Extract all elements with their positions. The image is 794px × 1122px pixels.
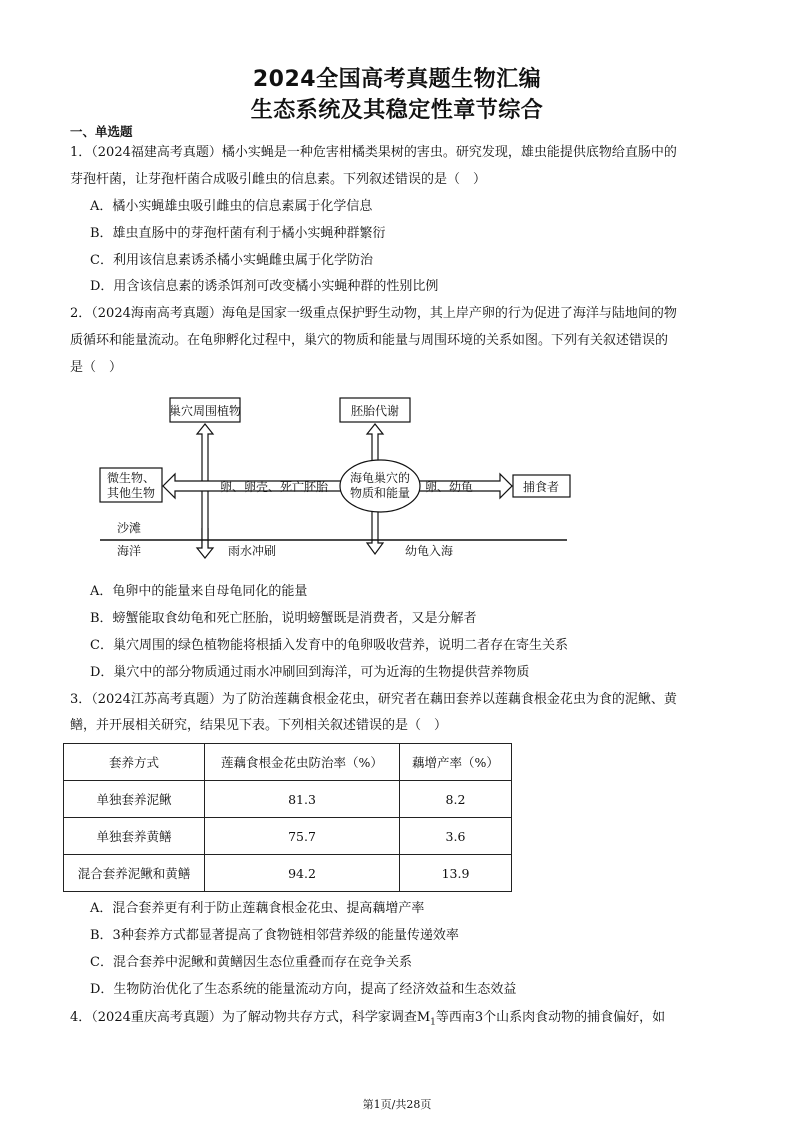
label-microbes-1: 微生物、 [106,471,156,485]
arrow-hatchling-sea [367,506,383,554]
page-subtitle: 生态系统及其稳定性章节综合 [250,98,544,123]
table-cell: 单独套养泥鳅 [64,781,205,818]
question-4-text-b: 等西南3个山系肉食动物的捕食偏好，如 [435,1010,666,1025]
label-rain: 雨水冲刷 [228,544,277,558]
question-1-stem-line1: 1．（2024福建高考真题）橘小实蝇是一种危害柑橘类果树的害虫。研究发现，雄虫能提供底物给直肠中的 [70,145,677,160]
table-row [64,818,512,855]
question-4-subscript: 1 [430,1017,436,1028]
label-nest-2: 物质和能量 [349,486,411,500]
table-cell: 75.7 [205,818,400,855]
table-header: 套养方式 [64,744,205,781]
question-3-option-c: C．混合套养中泥鳅和黄鳝因生态位重叠而存在竞争关系 [90,955,412,970]
question-2-option-b: B．螃蟹能取食幼龟和死亡胚胎，说明螃蟹既是消费者，又是分解者 [90,611,477,626]
page-footer: 第1页/共28页 [362,1098,432,1111]
question-4-text-a: 4．（2024重庆高考真题）为了解动物共存方式，科学家调查M [70,1010,431,1025]
table-row [64,855,512,892]
table-header-row [64,744,512,781]
label-embryo: 胚胎代谢 [350,404,400,418]
question-1-stem-line2: 芽孢杆菌，让芽孢杆菌合成吸引雌虫的信息素。下列叙述错误的是（ ） [70,172,487,187]
results-table [63,743,512,892]
question-1-option-b: B．雄虫直肠中的芽孢杆菌有利于橘小实蝇种群繁衍 [90,226,386,241]
question-4-stem-line1 [70,1010,665,1031]
page-title: 2024全国高考真题生物汇编 [252,67,542,92]
question-1-option-c: C．利用该信息素诱杀橘小实蝇雌虫属于化学防治 [90,253,373,268]
label-arrow-left: 卵、卵壳、死亡胚胎 [220,480,329,494]
question-3-option-a: A．混合套养更有利于防止莲藕食根金花虫、提高藕增产率 [90,901,425,916]
label-ocean: 海洋 [117,544,142,558]
table-cell: 混合套养泥鳅和黄鳝 [64,855,205,892]
question-3-stem-line2: 鳝，并开展相关研究，结果见下表。下列相关叙述错误的是（ ） [70,718,448,733]
label-nest-plants: 巢穴周围植物 [168,404,242,418]
table-header: 莲藕食根金花虫防治率（%） [205,744,400,781]
question-1-option-d: D．用含该信息素的诱杀饵剂可改变橘小实蝇种群的性别比例 [90,279,439,294]
table-cell: 3.6 [400,818,512,855]
question-3-option-b: B．3种套养方式都显著提高了食物链相邻营养级的能量传递效率 [90,928,459,943]
label-hatchling: 幼龟入海 [405,544,454,558]
table-cell: 8.2 [400,781,512,818]
question-2-option-a: A．龟卵中的能量来自母龟同化的能量 [90,584,308,599]
question-2-stem-line1: 2．（2024海南高考真题）海龟是国家一级重点保护野生动物，其上岸产卵的行为促进了海洋与陆地间的物 [70,306,677,321]
table-header: 藕增产率（%） [400,744,512,781]
table-row [64,781,512,818]
question-2-stem-line2: 质循环和能量流动。在龟卵孵化过程中，巢穴的物质和能量与周围环境的关系如图。下列有关叙述错误的 [70,333,669,348]
label-microbes-2: 其他生物 [106,486,156,500]
question-1-option-a: A．橘小实蝇雄虫吸引雌虫的信息素属于化学信息 [90,199,373,214]
question-3-stem-line1: 3．（2024江苏高考真题）为了防治莲藕食根金花虫，研究者在藕田套养以莲藕食根金花虫为食的泥鳅、黄 [70,692,677,707]
label-nest-1: 海龟巢穴的 [349,471,411,485]
question-3-option-d: D．生物防治优化了生态系统的能量流动方向，提高了经济效益和生态效益 [90,982,517,997]
table-cell: 单独套养黄鳝 [64,818,205,855]
label-beach: 沙滩 [117,521,142,535]
question-2-stem-line3: 是（ ） [70,360,123,375]
label-predator: 捕食者 [522,480,560,494]
question-2-option-d: D．巢穴中的部分物质通过雨水冲刷回到海洋，可为近海的生物提供营养物质 [90,665,530,680]
table-cell: 81.3 [205,781,400,818]
table-cell: 94.2 [205,855,400,892]
question-2-option-c: C．巢穴周围的绿色植物能将根插入发育中的龟卵吸收营养，说明二者存在寄生关系 [90,638,568,653]
arrow-rain-head [197,528,213,558]
section-heading: 一、单选题 [70,124,133,139]
nest-energy-diagram [95,388,575,563]
table-cell: 13.9 [400,855,512,892]
label-arrow-right: 卵、幼龟 [425,480,474,494]
